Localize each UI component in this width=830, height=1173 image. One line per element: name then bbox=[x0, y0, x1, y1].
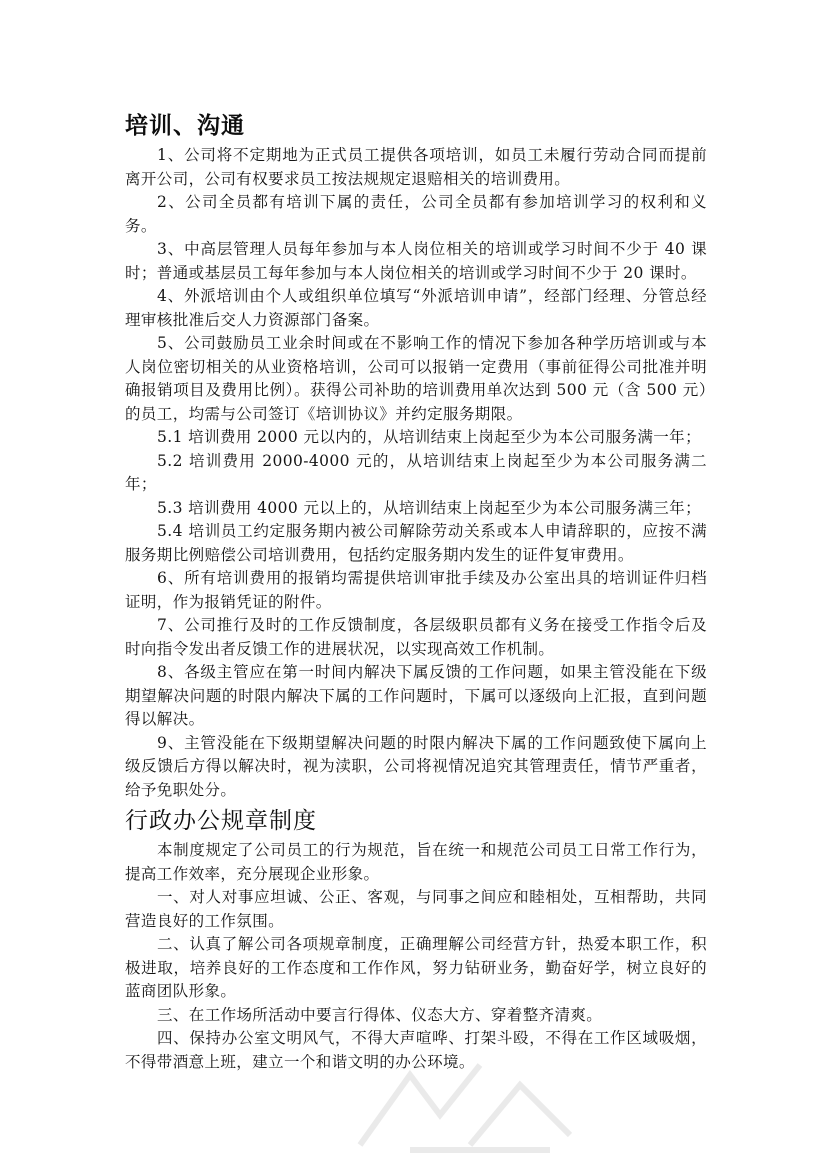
training-paragraph-6: 6、所有培训费用的报销均需提供培训审批手续及办公室出具的培训证件归档证明，作为报销凭证的附件。 bbox=[125, 569, 707, 611]
section-title-training: 培训、沟通 bbox=[125, 112, 245, 139]
training-paragraph-5-1: 5.1 培训费用 2000 元以内的，从培训结束上岗起至少为本公司服务满一年； bbox=[157, 428, 701, 446]
training-paragraph-7: 7、公司推行及时的工作反馈制度，各层级职员都有义务在接受工作指令后及时向指令发出者反馈工作的进展状况，以实现高效工作机制。 bbox=[125, 616, 707, 658]
section-title-admin-rules: 行政办公规章制度 bbox=[125, 808, 317, 834]
admin-paragraph-intro: 本制度规定了公司员工的行为规范，旨在统一和规范公司员工日常工作行为，提高工作效率，充分展现企业形象。 bbox=[125, 841, 707, 883]
training-paragraph-2: 2、公司全员都有培训下属的责任，公司全员都有参加培训学习的权利和义务。 bbox=[125, 193, 707, 235]
training-paragraph-8: 8、各级主管应在第一时间内解决下属反馈的工作问题，如果主管没能在下级期望解决问题的时限内解决下属的工作问题时，下属可以逐级向上汇报，直到问题得以解决。 bbox=[125, 663, 707, 728]
admin-paragraph-1: 一、对人对事应坦诚、公正、客观，与同事之间应和睦相处，互相帮助，共同营造良好的工作氛围。 bbox=[125, 888, 707, 930]
admin-paragraph-3: 三、在工作场所活动中要言行得体、仪态大方、穿着整齐清爽。 bbox=[157, 1005, 603, 1024]
training-paragraph-5-4: 5.4 培训员工约定服务期内被公司解除劳动关系或本人申请辞职的，应按不满服务期比例赔偿公司培训费用，包括约定服务期内发生的证件复审费用。 bbox=[125, 522, 707, 564]
training-paragraph-5-3: 5.3 培训费用 4000 元以上的，从培训结束上岗起至少为本公司服务满三年； bbox=[157, 498, 701, 517]
training-paragraph-3: 3、中高层管理人员每年参加与本人岗位相关的培训或学习时间不少于 40 课时；普通或基层员工每年参加与本人岗位相关的培训或学习时间不少于 20 课时。 bbox=[125, 240, 707, 282]
training-paragraph-5: 5、公司鼓励员工业余时间或在不影响工作的情况下参加各种学历培训或与本人岗位密切相关的从业资格培训，公司可以报销一定费用（事前征得公司批准并明确报销项目及费用比例）。获得公司补助的培训费用单次达到 500 元（含 500 元）的员工，均需与公司签订《培训协议》并约定服务期限。 bbox=[125, 334, 707, 423]
admin-paragraph-2: 二、认真了解公司各项规章制度，正确理解公司经营方针，热爱本职工作，积极进取，培养良好的工作态度和工作作风，努力钻研业务，勤奋好学，树立良好的蓝商团队形象。 bbox=[125, 935, 707, 1000]
training-paragraph-4: 4、外派培训由个人或组织单位填写“外派培训申请”，经部门经理、分管总经理审核批准后交人力资源部门备案。 bbox=[125, 287, 707, 329]
admin-paragraph-4: 四、保持办公室文明风气，不得大声喧哗、打架斗殴，不得在工作区域吸烟，不得带酒意上班，建立一个和谐文明的办公环境。 bbox=[125, 1029, 707, 1071]
training-paragraph-9: 9、主管没能在下级期望解决问题的时限内解决下属的工作问题致使下属向上级反馈后方得以解决时，视为渎职，公司将视情况追究其管理责任，情节严重者，给予免职处分。 bbox=[125, 733, 707, 799]
training-paragraph-1: 1、公司将不定期地为正式员工提供各项培训，如员工未履行劳动合同而提前离开公司，公司有权要求员工按法规规定退赔相关的培训费用。 bbox=[125, 146, 707, 188]
watermark-logo-icon bbox=[350, 1055, 580, 1155]
training-paragraph-5-2: 5.2 培训费用 2000-4000 元的，从培训结束上岗起至少为本公司服务满二年； bbox=[125, 451, 707, 493]
admin-section-body bbox=[125, 839, 707, 1074]
training-section-body bbox=[125, 144, 707, 802]
